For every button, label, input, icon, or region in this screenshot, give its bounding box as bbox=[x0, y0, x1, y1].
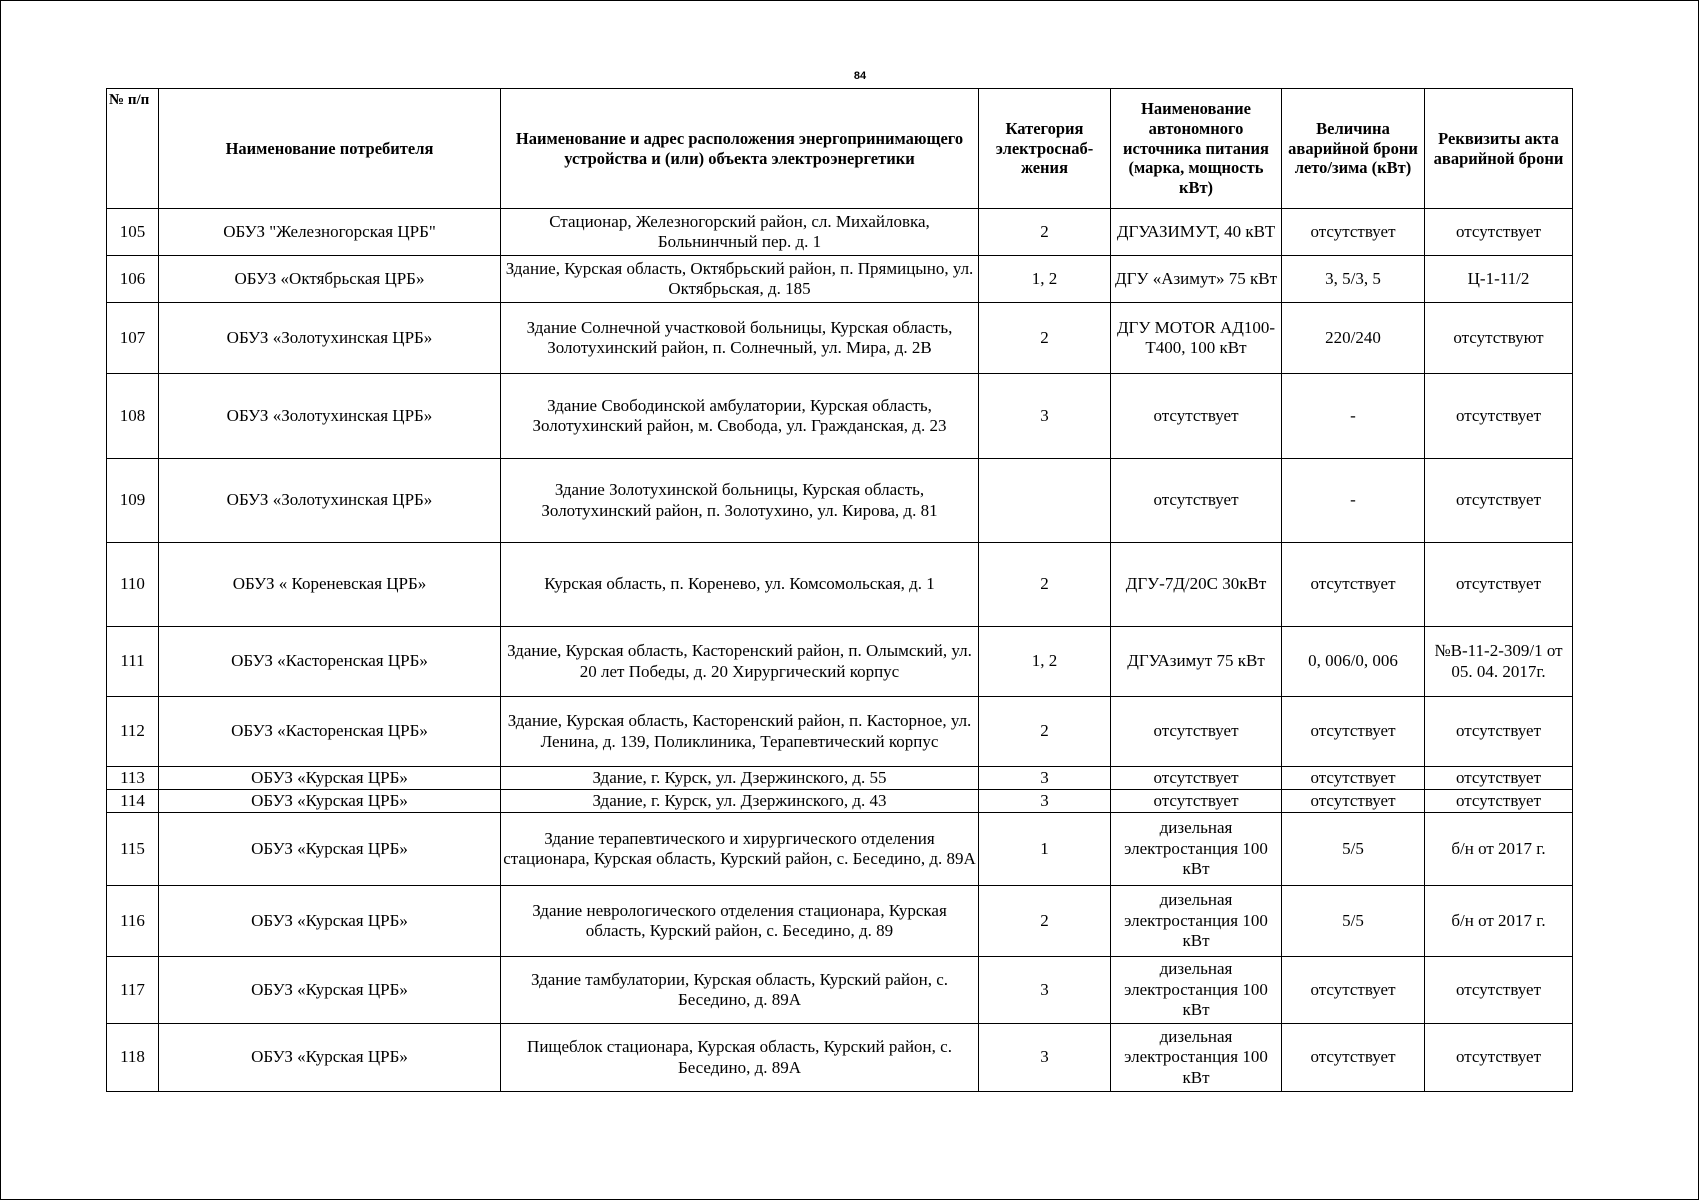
header-power-source: Наименование автономного источника питания (марка, мощность кВт) bbox=[1111, 89, 1282, 209]
table-row bbox=[107, 697, 1573, 767]
cell-address: Здание, г. Курск, ул. Дзержинского, д. 55 bbox=[501, 767, 979, 790]
cell-address: Здание, Курская область, Касторенский район, п. Касторное, ул. Ленина, д. 139, Поликлиника, Терапевтический корпус bbox=[501, 697, 979, 767]
table-row bbox=[107, 790, 1573, 813]
cell-consumer: ОБУЗ «Курская ЦРБ» bbox=[159, 1024, 501, 1092]
cell-consumer: ОБУЗ "Железногорская ЦРБ" bbox=[159, 209, 501, 256]
cell-reserve-value: 220/240 bbox=[1282, 303, 1425, 374]
cell-power-source: ДГУАзимут 75 кВт bbox=[1111, 627, 1282, 697]
header-category: Категория электроснаб-жения bbox=[979, 89, 1111, 209]
cell-category: 3 bbox=[979, 790, 1111, 813]
cell-number: 114 bbox=[107, 790, 159, 813]
cell-consumer: ОБУЗ «Октябрьская ЦРБ» bbox=[159, 256, 501, 303]
cell-consumer: ОБУЗ «Касторенская ЦРБ» bbox=[159, 697, 501, 767]
cell-number: 117 bbox=[107, 957, 159, 1024]
table-row bbox=[107, 303, 1573, 374]
cell-power-source: дизельная электростанция 100 кВт bbox=[1111, 1024, 1282, 1092]
cell-category: 1, 2 bbox=[979, 256, 1111, 303]
cell-power-source: отсутствует bbox=[1111, 697, 1282, 767]
cell-number: 109 bbox=[107, 459, 159, 543]
page-number: 84 bbox=[853, 70, 867, 82]
table-row bbox=[107, 767, 1573, 790]
cell-number: 118 bbox=[107, 1024, 159, 1092]
cell-address: Стационар, Железногорский район, сл. Михайловка, Больнинчный пер. д. 1 bbox=[501, 209, 979, 256]
cell-number: 108 bbox=[107, 374, 159, 459]
cell-power-source: отсутствует bbox=[1111, 374, 1282, 459]
cell-address: Здание, Курская область, Октябрьский район, п. Прямицыно, ул. Октябрьская, д. 185 bbox=[501, 256, 979, 303]
cell-number: 113 bbox=[107, 767, 159, 790]
cell-power-source: дизельная электростанция 100 кВт bbox=[1111, 813, 1282, 886]
table-row bbox=[107, 256, 1573, 303]
cell-power-source: ДГУ MOTOR АД100-Т400, 100 кВт bbox=[1111, 303, 1282, 374]
cell-reserve-value: отсутствует bbox=[1282, 697, 1425, 767]
cell-power-source: ДГУ «Азимут» 75 кВт bbox=[1111, 256, 1282, 303]
cell-number: 106 bbox=[107, 256, 159, 303]
cell-consumer: ОБУЗ «Курская ЦРБ» bbox=[159, 886, 501, 957]
cell-act-details: отсутствует bbox=[1425, 697, 1573, 767]
cell-address: Здание, г. Курск, ул. Дзержинского, д. 43 bbox=[501, 790, 979, 813]
cell-category: 3 bbox=[979, 767, 1111, 790]
cell-number: 115 bbox=[107, 813, 159, 886]
cell-act-details: отсутствует bbox=[1425, 957, 1573, 1024]
cell-category: 3 bbox=[979, 1024, 1111, 1092]
table-row bbox=[107, 543, 1573, 627]
header-number: № п/п bbox=[107, 89, 159, 209]
cell-consumer: ОБУЗ «Золотухинская ЦРБ» bbox=[159, 459, 501, 543]
table-row bbox=[107, 459, 1573, 543]
table-row bbox=[107, 209, 1573, 256]
cell-reserve-value: отсутствует bbox=[1282, 790, 1425, 813]
table-row bbox=[107, 374, 1573, 459]
cell-reserve-value: 5/5 bbox=[1282, 886, 1425, 957]
cell-address: Здание Свободинской амбулатории, Курская область, Золотухинский район, м. Свобода, ул. Гражданская, д. 23 bbox=[501, 374, 979, 459]
cell-number: 110 bbox=[107, 543, 159, 627]
cell-category: 1 bbox=[979, 813, 1111, 886]
cell-reserve-value: отсутствует bbox=[1282, 209, 1425, 256]
cell-category: 1, 2 bbox=[979, 627, 1111, 697]
cell-reserve-value: 5/5 bbox=[1282, 813, 1425, 886]
table-row bbox=[107, 627, 1573, 697]
cell-category: 2 bbox=[979, 886, 1111, 957]
cell-power-source: отсутствует bbox=[1111, 767, 1282, 790]
cell-address: Здание Золотухинской больницы, Курская область, Золотухинский район, п. Золотухино, ул. Кирова, д. 81 bbox=[501, 459, 979, 543]
cell-address: Здание неврологического отделения стационара, Курская область, Курский район, с. Беседино, д. 89 bbox=[501, 886, 979, 957]
cell-act-details: отсутствует bbox=[1425, 1024, 1573, 1092]
cell-act-details: отсутствует bbox=[1425, 209, 1573, 256]
cell-reserve-value: отсутствует bbox=[1282, 767, 1425, 790]
header-reserve-value: Величина аварийной брони лето/зима (кВт) bbox=[1282, 89, 1425, 209]
cell-act-details: отсутствуют bbox=[1425, 303, 1573, 374]
cell-category: 2 bbox=[979, 303, 1111, 374]
cell-address: Здание тамбулатории, Курская область, Курский район, с. Беседино, д. 89А bbox=[501, 957, 979, 1024]
header-address: Наименование и адрес расположения энергопринимающего устройства и (или) объекта электроэнергетики bbox=[501, 89, 979, 209]
cell-category: 2 bbox=[979, 543, 1111, 627]
cell-address: Здание Солнечной участковой больницы, Курская область, Золотухинский район, п. Солнечный, ул. Мира, д. 2В bbox=[501, 303, 979, 374]
cell-act-details: б/н от 2017 г. bbox=[1425, 886, 1573, 957]
table-row bbox=[107, 957, 1573, 1024]
cell-category: 3 bbox=[979, 957, 1111, 1024]
cell-category bbox=[979, 459, 1111, 543]
cell-number: 112 bbox=[107, 697, 159, 767]
table-row bbox=[107, 1024, 1573, 1092]
table-row bbox=[107, 813, 1573, 886]
cell-category: 2 bbox=[979, 697, 1111, 767]
cell-consumer: ОБУЗ « Кореневская ЦРБ» bbox=[159, 543, 501, 627]
cell-consumer: ОБУЗ «Золотухинская ЦРБ» bbox=[159, 374, 501, 459]
cell-act-details: отсутствует bbox=[1425, 543, 1573, 627]
cell-reserve-value: отсутствует bbox=[1282, 1024, 1425, 1092]
cell-reserve-value: отсутствует bbox=[1282, 543, 1425, 627]
cell-consumer: ОБУЗ «Касторенская ЦРБ» bbox=[159, 627, 501, 697]
cell-power-source: дизельная электростанция 100 кВт bbox=[1111, 886, 1282, 957]
cell-act-details: №В-11-2-309/1 от 05. 04. 2017г. bbox=[1425, 627, 1573, 697]
cell-act-details: отсутствует bbox=[1425, 767, 1573, 790]
cell-act-details: отсутствует bbox=[1425, 459, 1573, 543]
cell-number: 116 bbox=[107, 886, 159, 957]
cell-act-details: б/н от 2017 г. bbox=[1425, 813, 1573, 886]
cell-consumer: ОБУЗ «Курская ЦРБ» bbox=[159, 813, 501, 886]
cell-power-source: отсутствует bbox=[1111, 790, 1282, 813]
cell-address: Пищеблок стационара, Курская область, Курский район, с. Беседино, д. 89А bbox=[501, 1024, 979, 1092]
cell-number: 105 bbox=[107, 209, 159, 256]
cell-address: Здание, Курская область, Касторенский район, п. Олымский, ул. 20 лет Победы, д. 20 Хирургический корпус bbox=[501, 627, 979, 697]
cell-power-source: отсутствует bbox=[1111, 459, 1282, 543]
cell-number: 107 bbox=[107, 303, 159, 374]
cell-consumer: ОБУЗ «Золотухинская ЦРБ» bbox=[159, 303, 501, 374]
table-row bbox=[107, 886, 1573, 957]
cell-act-details: Ц-1-11/2 bbox=[1425, 256, 1573, 303]
cell-power-source: ДГУАЗИМУТ, 40 кВТ bbox=[1111, 209, 1282, 256]
cell-address: Здание терапевтического и хирургического отделения стационара, Курская область, Курский район, с. Беседино, д. 89А bbox=[501, 813, 979, 886]
cell-act-details: отсутствует bbox=[1425, 374, 1573, 459]
cell-consumer: ОБУЗ «Курская ЦРБ» bbox=[159, 957, 501, 1024]
header-consumer: Наименование потребителя bbox=[159, 89, 501, 209]
cell-number: 111 bbox=[107, 627, 159, 697]
cell-consumer: ОБУЗ «Курская ЦРБ» bbox=[159, 767, 501, 790]
emergency-reserve-table bbox=[106, 88, 1573, 1092]
cell-reserve-value: 3, 5/3, 5 bbox=[1282, 256, 1425, 303]
header-act-details: Реквизиты акта аварийной брони bbox=[1425, 89, 1573, 209]
cell-reserve-value: 0, 006/0, 006 bbox=[1282, 627, 1425, 697]
cell-category: 3 bbox=[979, 374, 1111, 459]
cell-category: 2 bbox=[979, 209, 1111, 256]
cell-reserve-value: - bbox=[1282, 374, 1425, 459]
cell-address: Курская область, п. Коренево, ул. Комсомольская, д. 1 bbox=[501, 543, 979, 627]
table-header-row bbox=[107, 89, 1573, 209]
cell-power-source: дизельная электростанция 100 кВт bbox=[1111, 957, 1282, 1024]
cell-act-details: отсутствует bbox=[1425, 790, 1573, 813]
cell-consumer: ОБУЗ «Курская ЦРБ» bbox=[159, 790, 501, 813]
cell-power-source: ДГУ-7Д/20С 30кВт bbox=[1111, 543, 1282, 627]
cell-reserve-value: - bbox=[1282, 459, 1425, 543]
cell-reserve-value: отсутствует bbox=[1282, 957, 1425, 1024]
